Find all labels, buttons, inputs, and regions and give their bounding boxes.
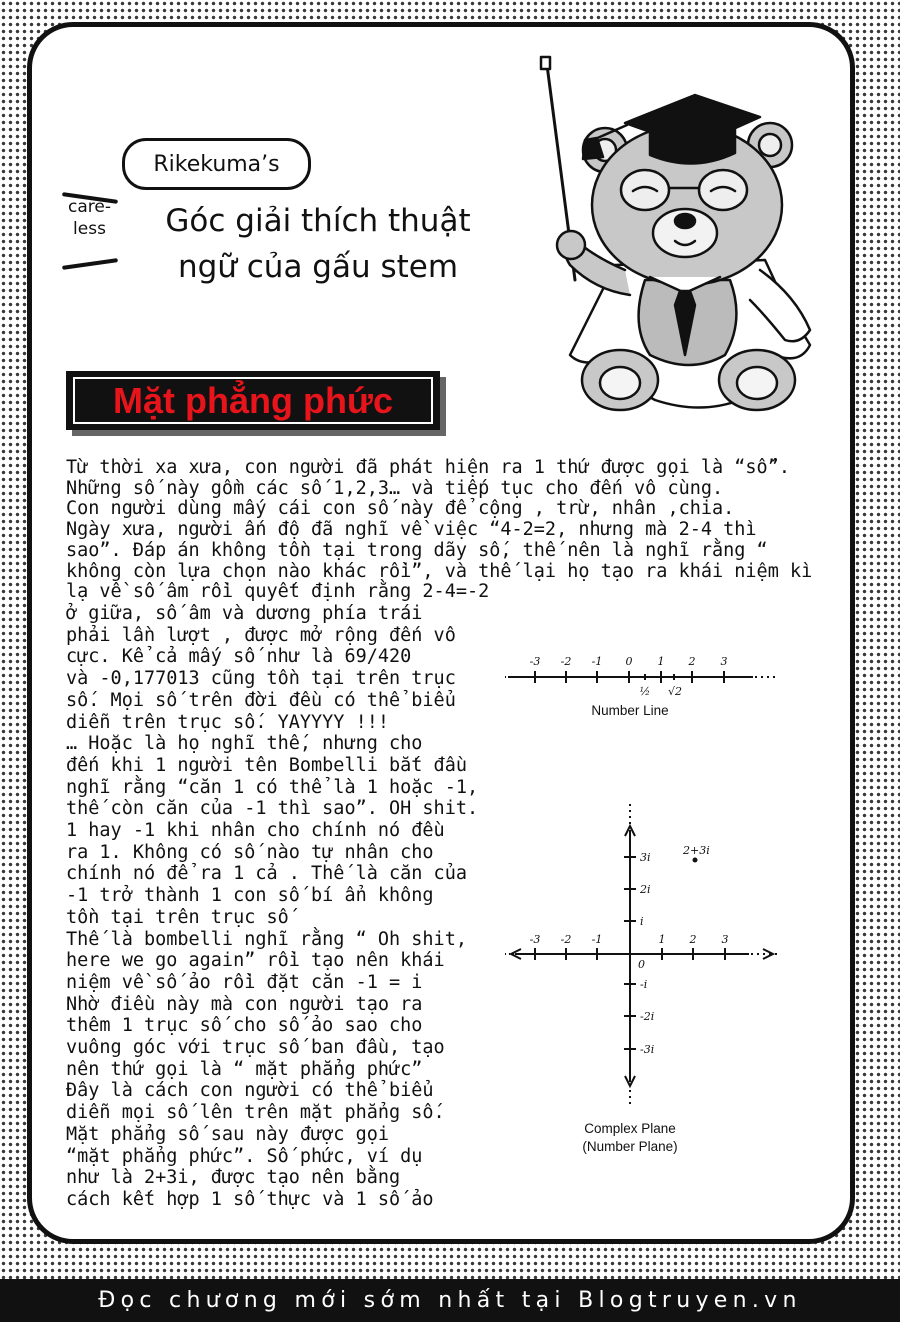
text-line: ra 1. Không có số nào tự nhân cho [66, 841, 434, 863]
section-title: Mặt phẳng phức [73, 377, 433, 424]
text-line: Những số này gồm các số 1,2,3… và tiếp tục cho đến vô cùng. [66, 477, 724, 499]
text-line: sao”. Đáp án không tồn tại trong dãy số, thế nên là nghĩ rằng “ [66, 539, 768, 561]
text-line: Thế là bombelli nghĩ rằng “ Oh shit, [66, 928, 467, 950]
text-line: tồn tại trên trục số [66, 906, 289, 928]
professor-bear-illustration [525, 55, 825, 425]
footer-banner: Đọc chương mới sớm nhất tại Blogtruyen.vn [0, 1279, 900, 1322]
intro-paragraph [66, 458, 812, 603]
number-line-caption: Number Line [591, 703, 669, 718]
number-line-tick: 1 [657, 655, 665, 668]
text-line: cực. Kể cả mấy số như là 69/420 [66, 646, 412, 668]
number-line-tick: -3 [529, 655, 541, 668]
text-line: không còn lựa chọn nào khác rồi”, và thế lại họ tạo ra khái niệm kì [66, 560, 813, 582]
complex-point-label: 2+3i [683, 844, 710, 857]
text-line: niệm về số ảo rồi đặt căn -1 = i [66, 971, 423, 993]
text-line: -1 trở thành 1 con số bí ẩn không [66, 885, 434, 907]
text-line: … Hoặc là họ nghĩ thế, nhưng cho [66, 733, 423, 755]
body-paragraph [66, 603, 478, 1211]
text-line: here we go again” rồi tạo nên khái [66, 950, 445, 972]
page-heading: Góc giải thích thuật ngữ của gấu stem [165, 203, 471, 285]
text-line: cách kết hợp 1 số thực và 1 số ảo [66, 1188, 434, 1210]
complex-plane-x-tick: -2 [560, 933, 572, 946]
number-line-mark: √2 [667, 685, 683, 698]
complex-plane-x-tick: 3 [721, 933, 729, 946]
number-line-mark: ½ [639, 685, 651, 698]
complex-plane-caption: Complex Plane (Number Plane) [582, 1121, 678, 1154]
text-line: nghĩ rằng “căn 1 có thể là 1 hoặc -1, [66, 776, 479, 798]
text-line: số. Mọi số trên đời đều có thể biểu [66, 689, 456, 711]
complex-plane-y-tick: 3i [640, 851, 651, 864]
text-line: như là 2+3i, được tạo nên bằng [66, 1167, 401, 1189]
complex-plane-figure [505, 800, 780, 1110]
text-line: Từ thời xa xưa, con người đã phát hiện ra 1 thứ được gọi là “số”. [66, 457, 790, 478]
complex-plane-x-tick: 2 [689, 933, 697, 946]
complex-plane-x-tick: -1 [591, 933, 603, 946]
complex-plane-y-tick: -3i [640, 1043, 655, 1056]
text-line: lạ về số âm rồi quyết định rằng 2-4=-2 [66, 581, 490, 603]
section-title-box [66, 371, 440, 430]
number-line-tick: -2 [560, 655, 572, 668]
brand-badge: Rikekuma’s [122, 138, 311, 190]
text-line: và -0,177013 cũng tồn tại trên trục [66, 668, 456, 690]
text-line: vuông góc với trục số ban đầu, tạo [66, 1037, 445, 1059]
complex-plane-y-tick: -2i [640, 1010, 655, 1023]
text-line: diễn mọi số lên trên mặt phẳng số. [66, 1102, 445, 1124]
complex-point [693, 858, 698, 863]
text-line: ở giữa, số âm và dương phía trái [66, 603, 423, 624]
text-line: “mặt phẳng phức”. Số phức, ví dụ [66, 1145, 423, 1167]
text-line: Con người dùng mấy cái con số này để cộng , trừ, nhân ,chia. [66, 498, 735, 520]
careless-label: care- less [68, 197, 111, 239]
complex-plane-x-tick: -3 [529, 933, 541, 946]
text-line: nên thứ gọi là “ mặt phẳng phức” [66, 1058, 423, 1080]
complex-plane-y-tick: 2i [640, 883, 651, 896]
number-line-tick: 2 [688, 655, 696, 668]
text-line: diễn trên trục số. YAYYYY !!! [66, 711, 390, 733]
text-line: đến khi 1 người tên Bombelli bắt đầu [66, 754, 467, 776]
text-line: Ngày xưa, người ấn độ đã nghĩ về việc “4-2=2, nhưng mà 2-4 thì [66, 519, 757, 541]
number-line-tick: 0 [625, 655, 633, 668]
complex-plane-origin: 0 [638, 958, 645, 971]
number-line-tick: 3 [720, 655, 728, 668]
number-line-figure [505, 650, 780, 700]
complex-plane-y-tick: i [640, 915, 644, 928]
complex-plane-x-tick: 1 [658, 933, 666, 946]
complex-plane-y-tick: -i [640, 978, 648, 991]
text-line: Đây là cách con người có thể biểu [66, 1080, 434, 1102]
text-line: thế còn căn của -1 thì sao”. OH shit. [66, 798, 479, 820]
text-line: 1 hay -1 khi nhân cho chính nó đều [66, 820, 445, 842]
text-line: thêm 1 trục số cho số ảo sao cho [66, 1015, 423, 1037]
text-line: phải lần lượt , được mở rộng đến vô [66, 624, 456, 646]
text-line: chính nó để ra 1 cả . Thế là căn của [66, 863, 467, 885]
text-line: Nhờ điều này mà con người tạo ra [66, 993, 423, 1015]
text-line: Mặt phẳng số sau này được gọi [66, 1123, 390, 1145]
number-line-tick: -1 [591, 655, 603, 668]
